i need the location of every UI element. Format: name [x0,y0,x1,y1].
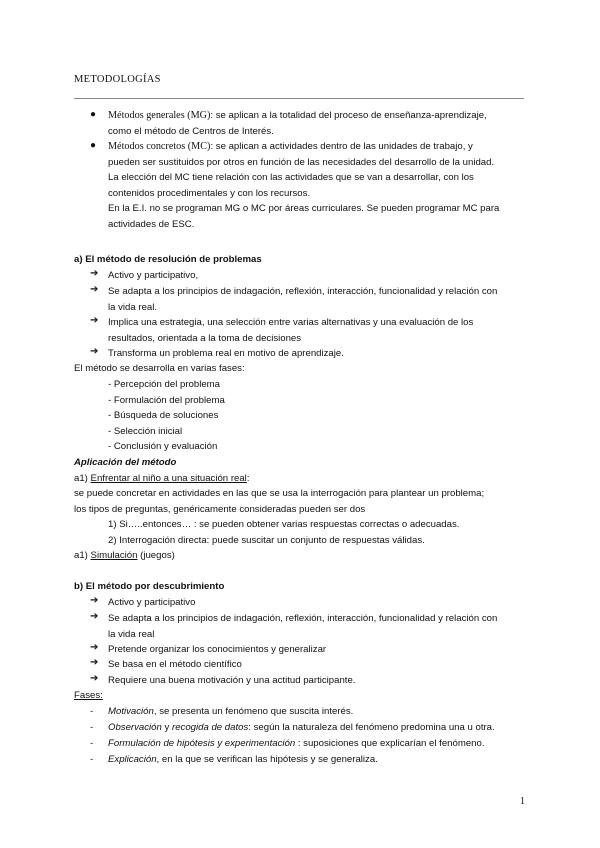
a2-line [74,548,175,564]
phase-b-item: - [90,738,94,749]
page-title: METODOLOGÍAS [74,74,161,85]
phase-item: - Búsqueda de soluciones [108,410,219,421]
title-divider [74,98,524,99]
text-line: La elección del MC tiene relación con las actividades que se van a desarrollar, con los [108,172,474,183]
text-line: En la E.I. no se programan MG o MC por áreas curriculares. Se pueden programar MC para [108,203,500,214]
text-line: la vida real [108,628,155,640]
section-a-point [108,315,473,346]
section-a-point [108,284,497,315]
application-heading: Aplicación del método [74,457,177,468]
arrow-icon: ➔ [90,642,99,653]
section-b-point: Se basa en el método científico [108,659,242,670]
text-line: y [161,722,172,733]
section-b-heading: b) El método por descubrimiento [74,581,225,592]
question-type: 1) Si…..entonces… : se pueden obtener varias respuestas correctas o adecuadas. [108,519,460,530]
question-type: 2) Interrogación directa: puede suscitar un conjunto de respuestas válidas. [108,534,425,546]
text-line: Se adapta a los principios de indagación, reflexión, interacción, funcionalidad y relación con [108,613,498,624]
phase-term: Motivación [108,706,154,717]
text-line: , en la que se verifican las hipótesis y se generaliza. [156,754,378,765]
phases-intro: El método se desarrolla en varias fases: [74,363,245,374]
text-line: Implica una estrategia, una selección entre varias alternativas y una evaluación de los [108,317,474,328]
phases-label: Fases: [74,690,103,701]
text-line: se puede concretar en actividades en las que se usa la interrogación para plantear un problema; [74,488,485,499]
phase-b-item [108,736,485,752]
a1-label: Enfrentar al niño a una situación real [90,473,247,484]
phase-b-item [108,704,353,720]
intro-item-general [108,108,487,139]
item-number: a1) [74,550,88,561]
phase-b-item: - [90,706,94,717]
item-number: a1) [74,473,88,484]
arrow-icon: ➔ [90,657,99,668]
phase-term: Explicación [108,754,157,765]
text-line: pueden ser sustituidos por otros en función de las necesidades del desarrollo de la unidad. [108,156,495,168]
arrow-icon: ➔ [90,284,99,295]
text-line: : se aplican a actividades dentro de las unidades de trabajo, y [210,141,473,152]
arrow-icon: ➔ [90,346,99,357]
section-a-heading: a) El método de resolución de problemas [74,254,262,265]
text-line: resultados, orientada a la toma de decisiones [108,332,302,344]
page-number: 1 [520,796,525,807]
phase-b-item [108,720,495,736]
arrow-icon: ➔ [90,268,99,279]
phase-item: - Selección inicial [108,425,183,437]
term-concrete: Métodos concretos (MC) [108,141,211,152]
bullet-icon: ● [90,109,97,120]
intro-item-concrete [108,139,499,232]
phase-list [108,377,225,455]
section-a-point: Activo y participativo, [108,270,199,281]
arrow-icon: ➔ [90,315,99,326]
section-b-point: Pretende organizar los conocimientos y generalizar [108,644,327,655]
phase-term: Observación [108,722,162,733]
phase-b-item: - [90,722,94,733]
bullet-icon: ● [90,140,97,151]
text-line: contenidos procedimentales y con los recursos. [108,187,311,199]
text-line: : se aplican a la totalidad del proceso de enseñanza-aprendizaje, [210,110,487,121]
arrow-icon: ➔ [90,673,99,684]
phase-item: - Conclusión y evaluación [108,441,218,452]
a1-description [74,486,484,517]
text-line: : según la naturaleza del fenómeno predomina una u otra. [248,722,495,733]
text-line: la vida real. [108,301,158,313]
a1-line [74,471,249,487]
arrow-icon: ➔ [90,611,99,622]
colon: : [246,473,250,484]
phase-item: - Percepción del problema [108,379,220,390]
text-line: actividades de ESC. [108,218,195,230]
section-b-point: Requiere una buena motivación y una actitud participante. [108,675,356,686]
phase-b-item: - [90,754,94,765]
phase-item: - Formulación del problema [108,394,225,406]
phase-term: Formulación de hipótesis y experimentación [108,738,296,749]
phase-b-item [108,752,378,768]
section-a-point: Transforma un problema real en motivo de aprendizaje. [108,348,344,359]
simulation-label: Simulación [90,550,138,561]
question-types [108,517,459,548]
arrow-icon: ➔ [90,595,99,606]
text-line: los tipos de preguntas, genéricamente consideradas pueden ser dos [74,503,366,515]
term-general: Métodos generales (MG) [108,110,211,121]
section-b-point: Activo y participativo [108,597,196,608]
section-b-point [108,611,497,642]
text-line: Se adapta a los principios de indagación, reflexión, interacción, funcionalidad y relación con [108,286,498,297]
text-line: (juegos) [137,550,175,561]
text-line: : suposiciones que explicarían el fenómeno. [295,738,485,749]
phase-term: recogida de datos [172,722,249,733]
text-line: como el método de Centros de Interés. [108,125,274,137]
text-line: , se presenta un fenómeno que suscita interés. [153,706,354,717]
